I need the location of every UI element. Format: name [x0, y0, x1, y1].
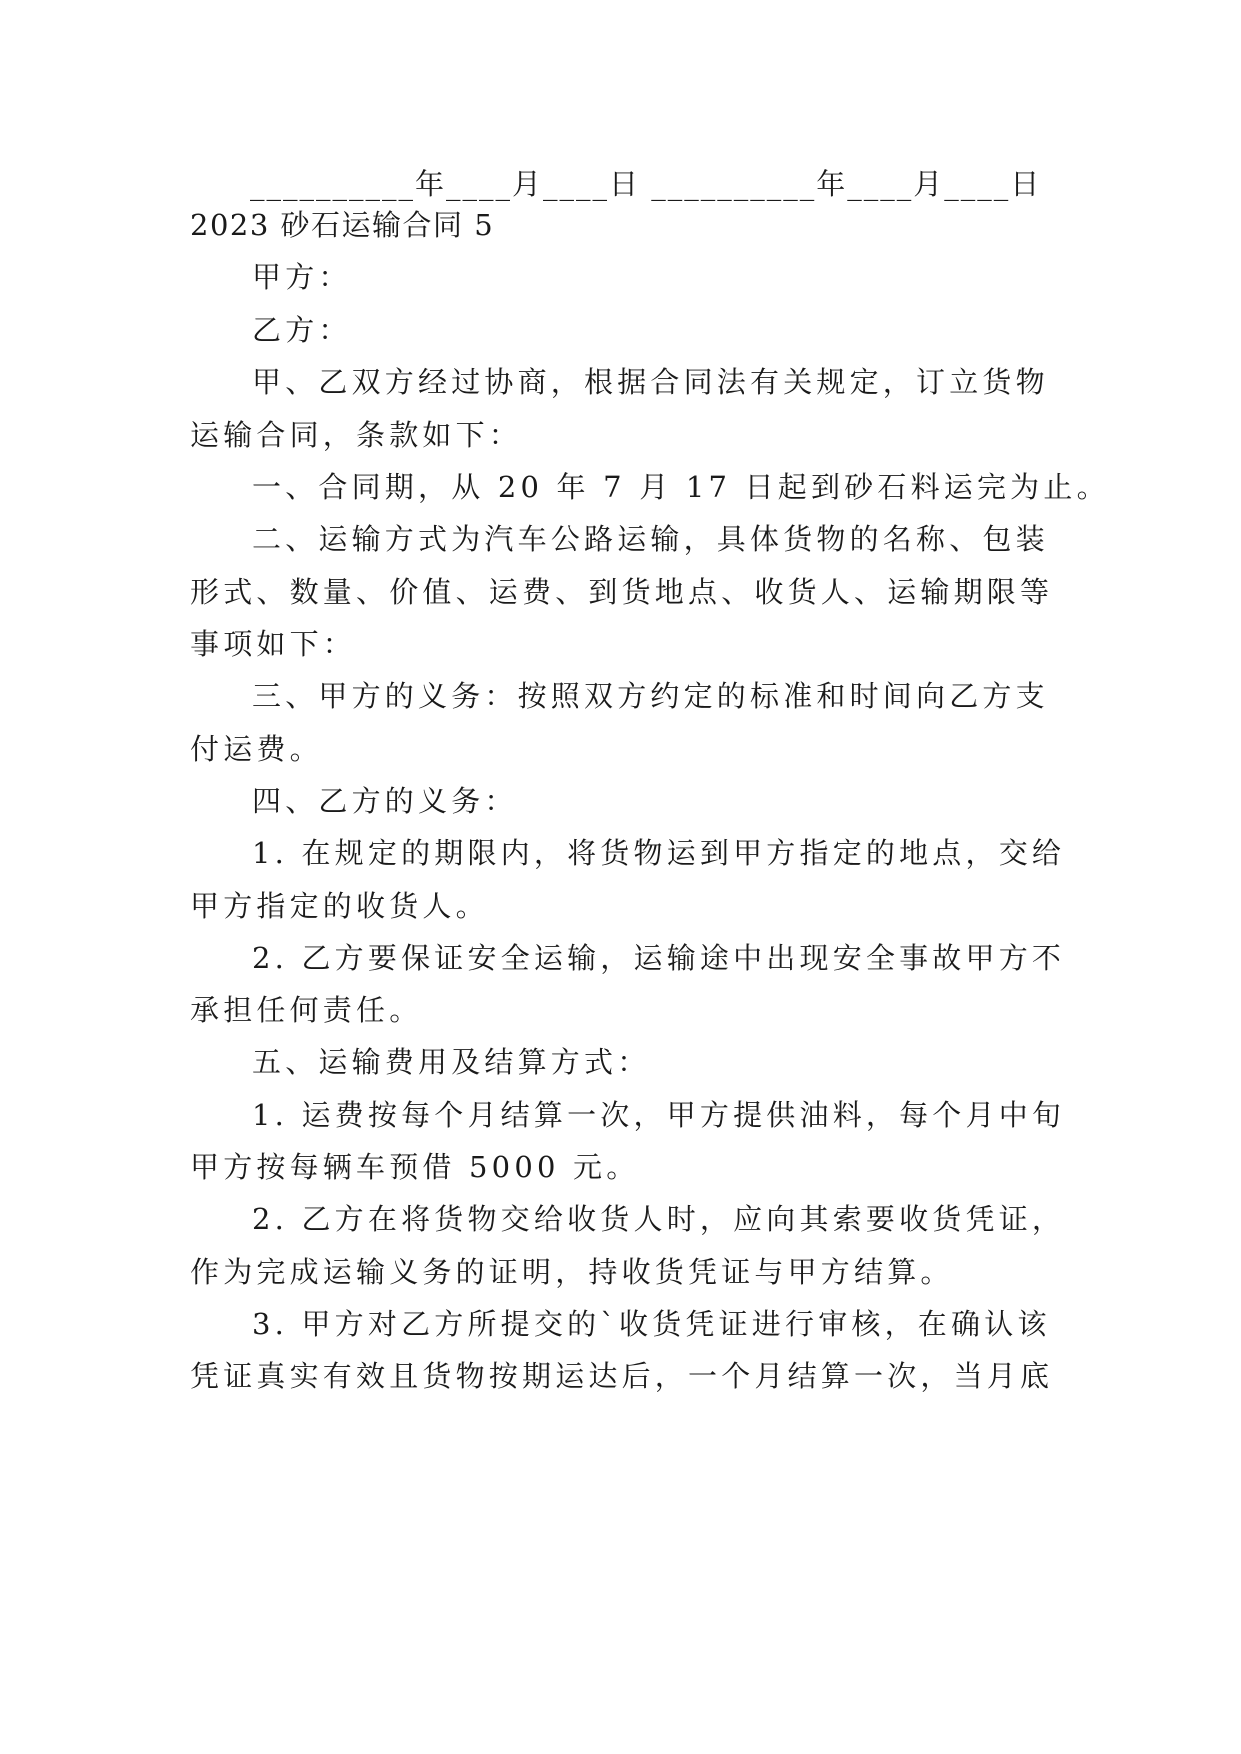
paragraph-line: 甲方指定的收货人。	[190, 889, 489, 923]
sub-clause: 2. 乙方在将货物交给收货人时，应向其索要收货凭证，	[252, 1202, 1066, 1236]
sub-clause: 1. 在规定的期限内，将货物运到甲方指定的地点，交给	[252, 836, 1066, 870]
party-b-label: 乙方：	[252, 313, 352, 347]
sub-clause: 3. 甲方对乙方所提交的`收货凭证进行审核，在确认该	[252, 1307, 1051, 1341]
clause-5: 五、运输费用及结算方式：	[252, 1045, 651, 1079]
clause-1: 一、合同期，从 20 年 7 月 17 日起到砂石料运完为止。	[252, 470, 1110, 504]
paragraph-line: 承担任何责任。	[190, 993, 423, 1027]
clause-4: 四、乙方的义务：	[252, 784, 518, 818]
signature-date-line: __________年____月____日 __________年____月____日	[250, 167, 1042, 201]
paragraph-line: 付运费。	[190, 732, 323, 766]
sub-clause: 2. 乙方要保证安全运输，运输途中出现安全事故甲方不	[252, 941, 1066, 975]
paragraph-line: 事项如下：	[190, 627, 357, 661]
paragraph-line: 凭证真实有效且货物按期运达后，一个月结算一次，当月底	[190, 1359, 1054, 1393]
document-title: 2023 砂石运输合同 5	[190, 208, 495, 242]
paragraph-line: 作为完成运输义务的证明，持收货凭证与甲方结算。	[190, 1255, 954, 1289]
paragraph-line: 甲、乙双方经过协商，根据合同法有关规定，订立货物	[252, 365, 1049, 399]
clause-2: 二、运输方式为汽车公路运输，具体货物的名称、包装	[252, 522, 1049, 556]
paragraph-line: 运输合同，条款如下：	[190, 418, 523, 452]
clause-3: 三、甲方的义务：按照双方约定的标准和时间向乙方支	[252, 679, 1049, 713]
sub-clause: 1. 运费按每个月结算一次，甲方提供油料，每个月中旬	[252, 1098, 1066, 1132]
paragraph-line: 形式、数量、价值、运费、到货地点、收货人、运输期限等	[190, 575, 1054, 609]
party-a-label: 甲方：	[252, 260, 352, 294]
paragraph-line: 甲方按每辆车预借 5000 元。	[190, 1150, 640, 1184]
